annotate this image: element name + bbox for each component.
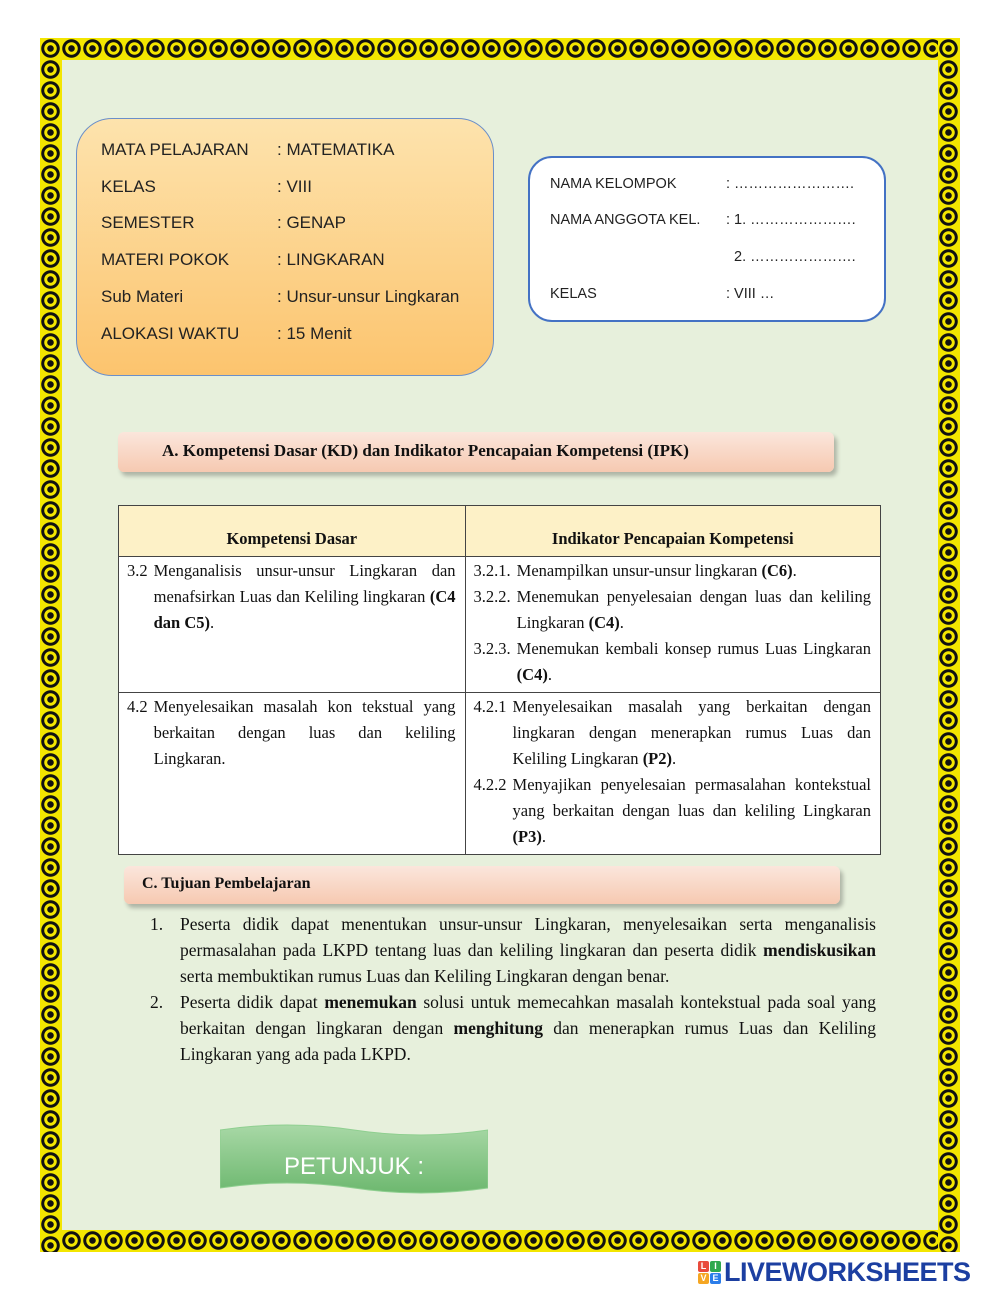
brand-logo xyxy=(698,1257,971,1287)
group-label: NAMA KELOMPOK xyxy=(550,176,677,192)
subject-label: MATA PELAJARAN xyxy=(101,140,249,159)
list-item xyxy=(150,989,876,1067)
member-1-field[interactable]: : 1. …………………. xyxy=(726,212,856,228)
subject-value: : Unsur-unsur Lingkaran xyxy=(277,287,460,306)
subject-value: : 15 Menit xyxy=(277,324,352,343)
section-a-banner: A. Kompetensi Dasar (KD) dan Indikator Pencapaian Kompetensi (IPK) xyxy=(118,432,834,472)
subject-info-box xyxy=(76,118,494,376)
petunjuk-banner xyxy=(220,1124,488,1194)
subject-value: : GENAP xyxy=(277,213,346,232)
subject-value: : LINGKARAN xyxy=(277,250,385,269)
subject-value: : VIII xyxy=(277,177,312,196)
indicator-item: 3.2.1. Menampilkan unsur-unsur lingkaran (C6). xyxy=(473,561,797,580)
subject-label: Sub Materi xyxy=(101,287,184,306)
indicator-item: 4.2.1 Menyelesaikan masalah yang berkaitan dengan lingkaran dengan menerapkan rumus Luas dan Keliling Lingkaran (P2). xyxy=(473,697,871,768)
liveworksheets-icon: L I V E xyxy=(698,1261,721,1284)
kd-cell xyxy=(119,557,466,693)
subject-value: : MATEMATIKA xyxy=(277,140,395,159)
indicator-item: 3.2.2. Menemukan penyelesaian dengan luas dan keliling Lingkaran (C4). xyxy=(473,587,871,632)
goal-text: Peserta didik dapat menentukan unsur-unsur Lingkaran, menyelesaikan serta menganalisis permasalahan pada LKPD tentang luas dan keliling lingkaran dan peserta didik mendiskusikan serta membuktikan rumus Luas dan Keliling Lingkaran dengan benar. xyxy=(180,914,876,986)
brand-name: LIVEWORKSHEETS xyxy=(724,1256,971,1287)
indicator-item: 4.2.2 Menyajikan penyelesaian permasalahan kontekstual yang berkaitan dengan luas dan keliling Lingkaran (P3). xyxy=(473,775,871,846)
subject-label: ALOKASI WAKTU xyxy=(101,324,240,343)
goal-number: 1. xyxy=(150,914,164,934)
kd-text: Menganalisis unsur-unsur Lingkaran dan menafsirkan Luas dan Keliling lingkaran (C4 dan C5). xyxy=(153,561,456,632)
competency-table xyxy=(118,505,881,855)
petunjuk-label: PETUNJUK : xyxy=(283,1153,424,1180)
class-field[interactable]: : VIII … xyxy=(726,286,775,302)
table-header-ipk: Indikator Pencapaian Kompetensi xyxy=(465,506,880,557)
table-header-row xyxy=(119,506,881,557)
kd-item xyxy=(127,694,456,772)
subject-label: SEMESTER xyxy=(101,213,195,232)
group-label: KELAS xyxy=(550,286,597,302)
kd-number: 4.2 xyxy=(127,697,148,716)
goal-number: 2. xyxy=(150,992,164,1012)
subject-label: MATERI POKOK xyxy=(101,250,230,269)
section-c-banner: C. Tujuan Pembelajaran xyxy=(124,866,840,904)
group-name-field[interactable]: : ……………………. xyxy=(726,176,855,192)
group-label: NAMA ANGGOTA KEL. xyxy=(550,212,701,228)
decorative-border-right xyxy=(938,38,960,1252)
goal-text: Peserta didik dapat menemukan solusi untuk memecahkan masalah kontekstual pada soal yang berkaitan dengan lingkaran dengan menghitung dan menerapkan rumus Luas dan Keliling Lingkaran yang ada pada LKPD. xyxy=(180,992,877,1064)
indicator-item: 3.2.3. Menemukan kembali konsep rumus Luas Lingkaran (C4). xyxy=(473,639,871,684)
decorative-border-bottom xyxy=(40,1230,960,1252)
kd-number: 3.2 xyxy=(127,561,148,580)
kd-item xyxy=(127,558,456,636)
table-header-kd: Kompetensi Dasar xyxy=(119,506,466,557)
decorative-border-top xyxy=(40,38,960,60)
member-2-field[interactable]: 2. …………………. xyxy=(726,249,856,265)
kd-text: Menyelesaikan masalah kon tekstual yang berkaitan dengan luas dan keliling Lingkaran. xyxy=(153,697,456,768)
learning-goals xyxy=(150,911,876,1067)
kd-cell xyxy=(119,693,466,855)
group-info-box xyxy=(528,156,886,322)
list-item xyxy=(150,911,876,989)
subject-label: KELAS xyxy=(101,177,156,196)
ipk-cell xyxy=(465,557,880,693)
decorative-border-left xyxy=(40,38,62,1252)
table-row xyxy=(119,557,881,693)
ipk-cell xyxy=(465,693,880,855)
table-row xyxy=(119,693,881,855)
